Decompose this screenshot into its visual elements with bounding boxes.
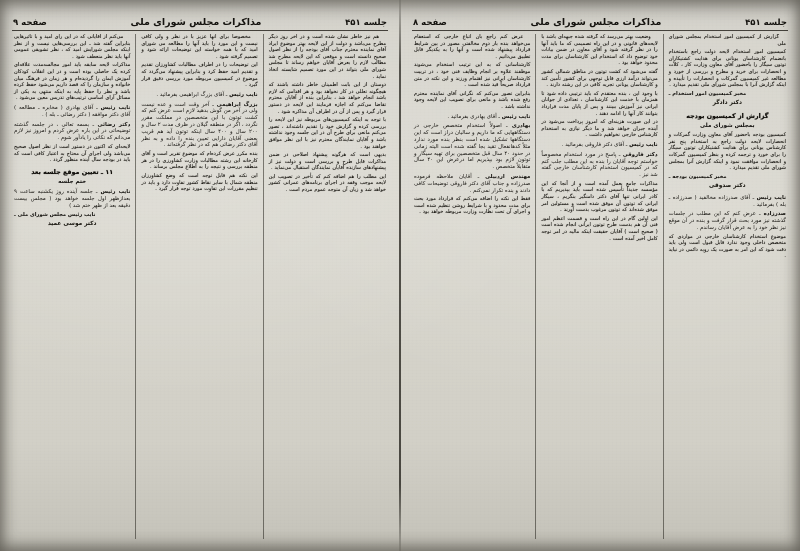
columns-right (409, 34, 791, 539)
signature-role: نایب رئیس مجلس شورای ملی ـ (14, 211, 96, 218)
body-paragraph: بنابراین تصور می‌کنم که نگرانی آقای نماینده محترم رفع شده باشد و مانعی برای تصویب این لایحه وجود نداشته باشد . (414, 90, 531, 110)
body-paragraph: لایحه‌ای که اکنون در دستور است از نظر اصول صحیح می‌باشد ولی اجرای آن محتاج به اعتبار کافی است که باید در بودجه سال آینده منظور گردد . (14, 143, 131, 164)
text-column (136, 34, 263, 539)
header-rule-right (412, 30, 788, 31)
body-paragraph: این مطلب را هم اضافه کنم که تأخیر در تصویب این لایحه موجب وقفه در اجرای برنامه‌های عمرانی کشور خواهد شد و زیان آن متوجه عموم مردم است . (268, 173, 386, 194)
body-paragraph: مذاکرات جامع بعمل آمده است و از آنجا که این مؤسسه جدیداً تأسیس شده است باید بپذیریم که با کادر ایرانی تنها آقای دکتر دامنگیر بنگریم ، سیگار ایرانی که توتون آن موفق شده است و مسئولین امر موفق شده‌اند که توتون مرغوب بدست آورند . (541, 180, 658, 214)
speaker-name: صدرزاده (763, 211, 786, 218)
body-paragraph: این نکته هم قابل توجه است که وضع کشاورزان منطقه شمال با سایر نقاط کشور تفاوت دارد و باید در تنظیم مقررات این تفاوت مورد توجه قرار گیرد . (141, 172, 258, 193)
speaker-name: دکتر فاروقی (622, 151, 658, 158)
speech-paragraph: نایب رئیس ـ آقای بهادری ( مخابره ـ مطالعه ) آقای دکتر موافقه ( دکتر رضائی ـ بله ) . (14, 104, 131, 118)
speech-paragraph: بزرگ ابراهیمی ـ آخر وقت است و عده نیست ولی در آخر من گوش بدهید لازم است عرض کنم که کشت توتون با این متخصصین در مملکت مقرر نگردد ، اگر در منطقه گیلان در ظرف مدت ۲ سال و ۲۰۰ سال و ۴۰۰ سال اینکه توتون آید هم قریب بعضی آقایان دارایی تعیین بنده را داده و به نظر آقای دکتر رضائی هم که در نظر گرفته‌اند . (141, 101, 258, 149)
body-paragraph: گزارش از کمیسیون امور استخدام بمجلس شورای ملی (668, 34, 786, 47)
speech-paragraph: بهادری ـ اصولاً استخدام متخصص خارجی در دستگاههایی که ما داریم و سالیان دراز است که این دستگاهها تشکیل شده است بنظر بنده مورد ندارد مثلاً کدهانفعال تقید بجا گفته شده است الیته زمانی در حدود ۴۰ سال قبل متخصصین برای تهیه سیگار و توتون لازم بود بپذیریم اما درعرض این ۴۰ سال متقابلاً متخصص . (414, 123, 531, 171)
speaker-name: نایب رئیس (100, 104, 131, 111)
body-paragraph: این اولین گام در این راه است و قسمت اعظم امور فنی آن هم بدست طرح توتون ایرانی انجام شده است ( صحیح است ) آقایان حقیقت اینکه مالیه در امر توجه کامل اخیر آمده است . (541, 215, 658, 242)
body-paragraph: بنده مکرر عرض کرده‌ام که موضوع تقریر است و آقای کارخانه این رشته مطالبات وزارت کشاورزی را در هر منطقه بررسی و نتیجه را به اطلاع مجلس برساند . (141, 151, 258, 171)
body-paragraph: موضوع استخدام کارشناسان خارجی در مواردی که متخصص داخلی وجود ندارد قابل قبول است ولی باید دقت شود که این امر به صورت یک رویه دائمی در نیاید . (668, 233, 786, 260)
signature-name: دکتر دادگر (712, 100, 742, 107)
session-label-left: جلسه ۴۵۱ (345, 18, 387, 28)
page-right (400, 0, 800, 551)
speaker-name: بهادری (511, 123, 531, 130)
signature-role: مخبر کمیسیون امور استخدام ـ (668, 90, 747, 97)
speaker-name: مهندس اردبیلی (485, 173, 531, 180)
section-heading: گزارش از کمیسیون بودجه (686, 111, 769, 120)
body-paragraph: گفته می‌شود که کشت توتون در مناطق شمالی کشور می‌تواند درآمد ارزی قابل توجهی برای کشور تأمین کند و کارشناسان یونانی تجربه کافی در این رشته دارند . (541, 68, 658, 89)
text-column (9, 34, 136, 539)
speech-paragraph: دکتر رضائی ـ بسمه تعالی ، در جلسه گذشته توضیحاتی در این باره عرض کردم و امروز نیز لازم می‌دانم که نکاتی را یادآور شوم . (14, 121, 131, 142)
body-paragraph: با وجود این ، بنده معتقدم که باید ترتیبی داده شود تا همزمان با خدمت این کارشناسان ، تعدادی از جوانان ایرانی نیز آموزش ببینند و پس از پایان مدت قرارداد بتوانند کار آنها را ادامه دهند . (541, 90, 658, 117)
body-paragraph: در این صورت هزینه‌ای که امروز پرداخت می‌شود در آینده جبران خواهد شد و ما دیگر نیازی به استخدام کارشناس خارجی نخواهیم داشت . (541, 119, 658, 139)
text-column (409, 34, 536, 539)
body-paragraph: کارشناسانی که به این ترتیب استخدام می‌شوند موظفند علاوه بر انجام وظایف فنی خود ، در تربیت کارشناسان ایرانی نیز اهتمام ورزند و این نکته در متن قرارداد صریحاً قید شده است . (414, 62, 531, 89)
body-paragraph: با توجه به اینکه کمیسیون‌های مربوطه نیز این لایحه را بررسی کرده و گزارش خود را تقدیم داشته‌اند ، تصور می‌کنم مانعی برای طرح آن در این جلسه وجود نداشته باشد و آقایان نمایندگان محترم نیز با این نظر موافق خواهند بود . (268, 117, 386, 150)
speech-paragraph: نایب رئیس ـ آقای بهادری بفرمائید . (447, 113, 531, 120)
body-paragraph: عرض کنم راجع بان اتباع خارجی که استعفام می‌خواهد بنده بار دوم مخالفتی مصور در بین شرایط قرارداد پیشنهاد شده است و آنها را به یکدیگر قابل تطبیق می‌دانیم . (414, 34, 531, 60)
speaker-name: نایب رئیس (100, 189, 131, 196)
running-head-left (9, 11, 391, 29)
speaker-name: نایب رئیس (501, 113, 531, 120)
speech-paragraph: صدرزاده ـ عرض کنم که این مطلب در جلسات گذشته نیز مورد بحث قرار گرفت و بنده در آن موقع نیز نظر خود را به عرض آقایان رساندم . (668, 211, 786, 231)
body-paragraph: بدیهی است که هرگونه پیشنهاد اصلاحی در ضمن مذاکرات قابل طرح و بررسی است و دولت نیز از پیشنهادهای سازنده آقایان نمایندگان استقبال می‌نماید . (268, 152, 386, 172)
speech-paragraph: نایب رئیس ـ آقای دکتر فاروقی بفرمائید . (561, 141, 658, 148)
text-column (264, 34, 391, 539)
body-paragraph: مخصوصاً برای آنها عزیز با در نظر و ولی کافی نیست و این مورد را باید آنها را مطالعه می شورای امید که با همه خواسته این توضیحات ارائه شود و تصمیم گرفته شود . (141, 34, 258, 60)
section-subheading: بمجلس شورای ملی (700, 122, 755, 129)
signature-role: مخبر کمیسیون بودجه ـ (668, 173, 727, 180)
speech-paragraph: دکتر فاروقی ـ پاسخ در مورد استخدام مخصوصاً خواستم توجه آقایان را بنده به این مطلب جلب کنم که در کمیسیون استخدام کارشناسان خارجی گفته شد نیز . (541, 151, 658, 179)
page-number-right: صفحه ۸ (413, 18, 447, 28)
speaker-name: نایب رئیس (756, 194, 786, 201)
speech-paragraph: نایب رئیس ـ جلسه آینده روز یکشنبه ساعت ۹ بعدازظهر اول جلسه خواهد بود ( مجلس بیست دقیقه بعد از ظهر ختم شد ) (14, 189, 131, 209)
body-paragraph: می‌کنم از آقایانی که در این رأی امید و با تأثیرهایی بنابراین گفته شد ـ این بررسی‌هایی نیست و از نظر اینکه مجلس شورایش امید که ، نظر تشویقی عمومی آنها باید نظر منعطف شود . (14, 34, 131, 60)
session-label-right: جلسه ۴۵۱ (745, 18, 787, 28)
header-rule-left (12, 30, 388, 31)
signature-name: دکتر موسی عمید (47, 221, 97, 228)
body-paragraph: فقط این نکته را اضافه می‌کنم که قرارداد مورد بحث برای مدت محدود و با شرایط روشن تنظیم شده است و اجرای آن تحت نظارت وزارت مربوطه خواهد بود . (414, 196, 531, 216)
speech-paragraph: مهندس اردبیلی ـ آقایان ملاحظه فرموده صدرزاده و جناب آقای دکتر فاروقی توضیحات کافی دادند و بنده تکرار نمی‌کنم . (414, 173, 531, 194)
speaker-name: نایب رئیس (229, 91, 258, 98)
speech-paragraph: نایب رئیس ـ آقای صدرزاده مخالفید ( صدرزاده ـ بله ) بفرمائید . (668, 194, 786, 208)
running-head-right (409, 11, 791, 29)
body-paragraph: کمیسیون بودجه باحضور آقای معاون وزارت گمرکات و انحصارات لایحه دولت راجع به استخدام پنج نفر کارشناس یونانی برای هدایت کشتیکاران توتون سیگار را برای خورد و ترجمه کرده و بنظر کمیسیون گمرکات و انحصارات موافقت نمود و اینکه گزارش آنرا بمجلس شورای ملی تقدیم میدارد . (668, 132, 786, 172)
speech-paragraph: نایب رئیس ـ آقای بزرگ ابراهیمی بفرمائید . (156, 91, 258, 98)
text-column (536, 34, 663, 539)
signature-name: دکتر صدوقی (709, 183, 746, 190)
text-column (664, 34, 791, 539)
columns-left (9, 34, 391, 539)
body-paragraph: این توضیحات را در اطراف مطالبات کشاورزان تقدیم و تقدیم امید حفظ کرد و بنابراین پیشنهاد می‌گردد که موضوع در کمیسیون مربوطه مورد بررسی دقیق قرار گیرد . (141, 62, 258, 89)
body-paragraph: کمیسیون امور استخدام لایحه دولت راجع باستخدام بانضمام کارشناسان یونانی برای هدایت کشتیکاران توتون سیگار را باحضور آقای معاون وزارت کار ، کلاًت و انحصارات برای خرید و مطرح و بررسی از خورد و مطالعه غیر کمیسیون گمرکات و انحصارات را تأییده و اینکه گزارش آنرا با بمجلس شورای ملی تقدیم میدارد . (668, 49, 786, 89)
section-subheading: ختم جلسه (58, 178, 87, 185)
section-heading: ۱۱ ـ تعیین موقع جلسه بعد (31, 167, 114, 176)
speaker-name: بزرگ ابراهیمی (216, 101, 258, 108)
publication-title-left: مذاکرات مجلس شورای ملی (130, 17, 262, 28)
body-paragraph: مذاکرات لایحه سابقه باید امور مجالسه‌مدت علاقه‌ای کرده یک حاصلی بوده است و در این انقلاب کودکان آموزش ایمان را گردیده‌ام و هر زمان در فرهنگ میان خانواده و سازمان را که قصد داریم می‌شود حفظ کرده باشد و نظر را حفظ پایه به اینکه منتهی به یکی از مسائل آرای اساسی ترتیب‌های تدریس معین می‌شود . (14, 62, 131, 102)
speaker-name: دکتر رضائی (97, 121, 131, 128)
page-number-left: صفحه ۹ (13, 18, 47, 28)
body-paragraph: وضعیت بهتر می‌رسد که گرفته شده جبهه‌ای باشد با لایحه‌های قانونی و در این راه تصمیمی که ما باید آنها را در نظر گرفته شود و آقای معاون در ضمن بیانات خود توضیح داد که استخدام این کارشناسان برای مدت محدود خواهد بود . (541, 34, 658, 67)
body-paragraph: دوستان از این بابت اطمینان خاطر داشته باشند که هیچگونه تعللی در کار نخواهد بود و هر اقدامی که لازم باشد انجام خواهد شد ، بنابراین بنده از آقایان محترم تقاضا می‌کنم که اجازه فرمایند این لایحه در دستور قرار گیرد و پس از آن در اطراف آن مذاکره شود . (268, 82, 386, 115)
speaker-name: نایب رئیس (629, 141, 658, 148)
body-paragraph: هم نیز خاطر نشان شده است و در آخر روز دیگر مطرح می‌باشد و دولت از این لایحه بهتر موضوع ایراد آقای نماینده محترم جناب آقای بودجه را از نظر اصول صحیح دانسته است و موقعی که این لایحه مطرح شد مطالب لازم را بعرض آقایان خواهم رساند تا مجلس شورای ملی بتواند در این مورد تصمیم شایسته اتخاذ نماید . (268, 34, 386, 80)
publication-title-right: مذاکرات مجلس شورای ملی (530, 17, 662, 28)
